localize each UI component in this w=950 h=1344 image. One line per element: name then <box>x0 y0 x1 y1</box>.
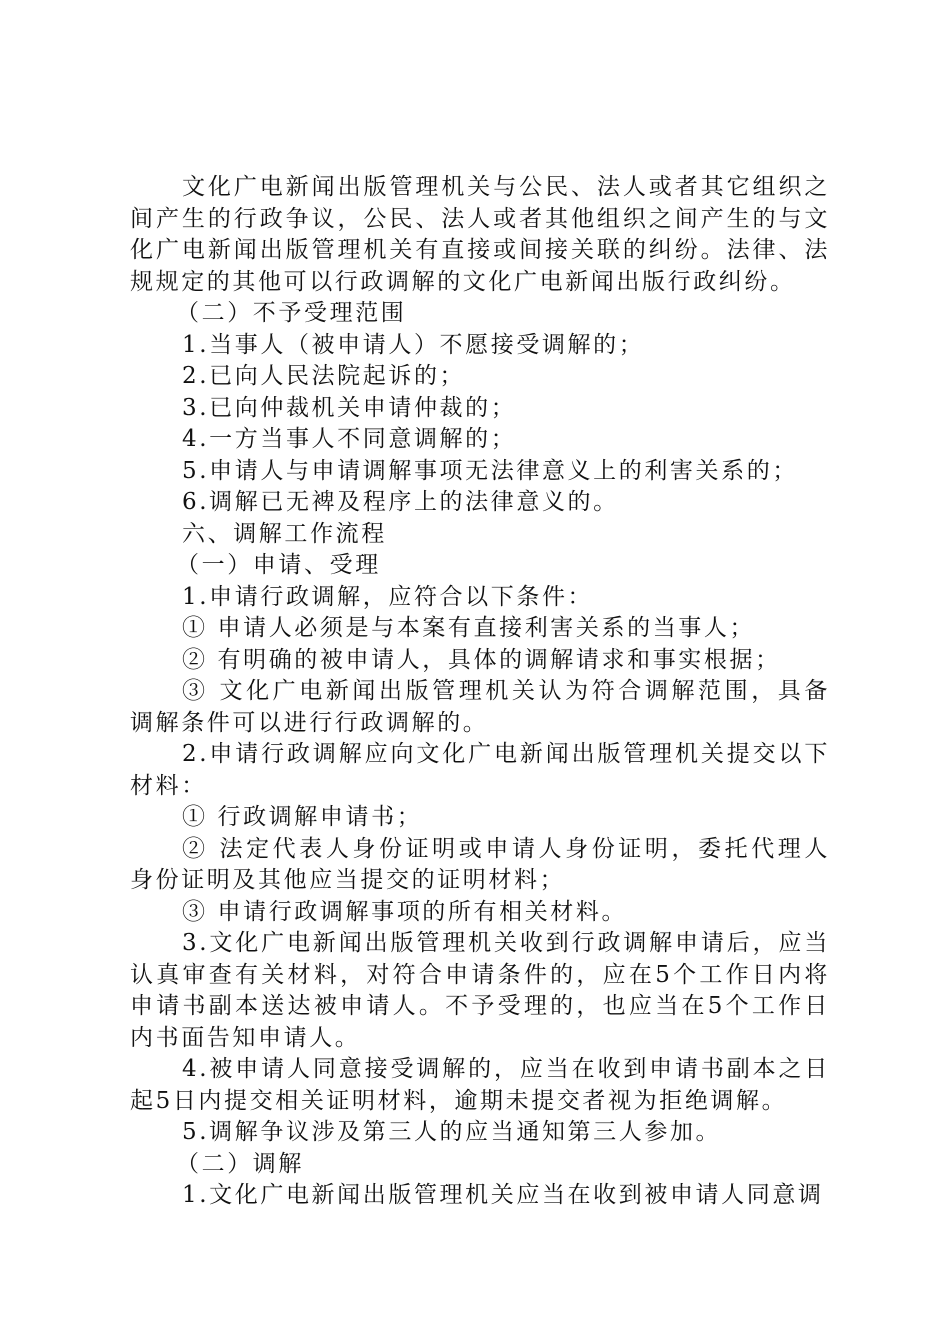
section-heading-workflow: 六、调解工作流程 <box>182 520 387 547</box>
list-item: ① 申请人必须是与本案有直接利害关系的当事人； <box>182 615 756 641</box>
list-item: 5.调解争议涉及第三人的应当通知第三人参加。 <box>182 1119 722 1145</box>
list-item: 4.被申请人同意接受调解的，应当在收到申请书副本之日起5日内提交相关证明材料，逾期未提交者视为拒绝调解。 <box>130 1056 830 1114</box>
list-item: ② 有明确的被申请人，具体的调解请求和事实根据； <box>182 646 781 673</box>
list-item: 4.一方当事人不同意调解的； <box>182 426 517 452</box>
heading-not-accepted-scope: （二）不予受理范围 <box>176 300 407 326</box>
subheading-mediation: （二）调解 <box>176 1150 304 1177</box>
list-item: ③ 文化广电新闻出版管理机关认为符合调解范围，具备调解条件可以进行行政调解的。 <box>130 678 830 736</box>
paragraph-scope-intro: 文化广电新闻出版管理机关与公民、法人或者其它组织之间产生的行政争议，公民、法人或者其他组织之间产生的与文化广电新闻出版管理机关有直接或间接关联的纠纷。法律、法规规定的其他可以行政调解的文化广电新闻出版行政纠纷。 <box>130 174 830 295</box>
list-item: ② 法定代表人身份证明或申请人身份证明，委托代理人身份证明及其他应当提交的证明材料； <box>130 835 830 893</box>
list-item: 1.当事人（被申请人）不愿接受调解的； <box>182 331 645 358</box>
list-item: 6.调解已无裨及程序上的法律意义的。 <box>182 489 619 515</box>
document-body <box>130 172 830 1212</box>
list-item: 2.申请行政调解应向文化广电新闻出版管理机关提交以下材料： <box>130 741 830 799</box>
list-item: 3.文化广电新闻出版管理机关收到行政调解申请后，应当认真审查有关材料，对符合申请条件的，应在5个工作日内将申请书副本送达被申请人。不予受理的，也应当在5个工作日内书面告知申请人。 <box>130 930 830 1051</box>
list-item: 1.申请行政调解，应符合以下条件： <box>182 583 594 610</box>
subheading-application: （一）申请、受理 <box>176 552 381 578</box>
list-item: ③ 申请行政调解事项的所有相关材料。 <box>182 898 628 925</box>
list-item: ① 行政调解申请书； <box>182 804 423 830</box>
list-item: 2.已向人民法院起诉的； <box>182 363 466 389</box>
list-item: 3.已向仲裁机关申请仲裁的； <box>182 394 517 421</box>
list-item: 1.文化广电新闻出版管理机关应当在收到被申请人同意调 <box>182 1182 824 1208</box>
list-item: 5.申请人与申请调解事项无法律意义上的利害关系的； <box>182 457 798 484</box>
